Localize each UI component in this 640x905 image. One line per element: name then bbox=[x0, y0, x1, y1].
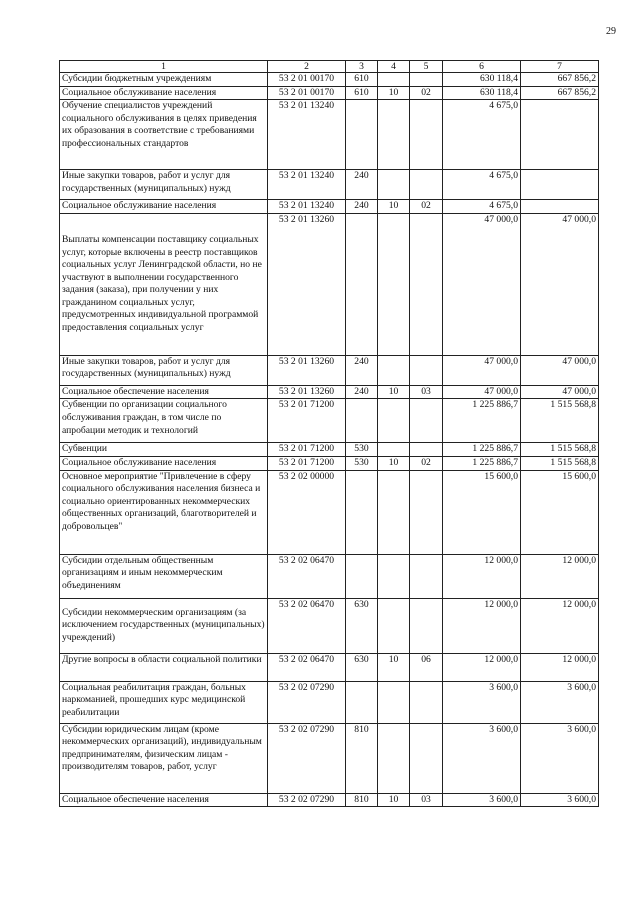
row-amount-col7 bbox=[521, 200, 599, 214]
row-expense-type: 240 bbox=[346, 385, 378, 399]
row-name: Социальное обслуживание населения bbox=[60, 86, 268, 100]
row-section bbox=[378, 355, 410, 385]
table-row bbox=[60, 598, 599, 653]
row-amount-col7: 1 515 568,8 bbox=[521, 456, 599, 470]
row-expense-type: 810 bbox=[346, 723, 378, 793]
row-subsection bbox=[410, 355, 443, 385]
row-amount-col6: 3 600,0 bbox=[443, 681, 521, 723]
row-amount-col6: 630 118,4 bbox=[443, 86, 521, 100]
row-amount-col6: 4 675,0 bbox=[443, 170, 521, 200]
row-amount-col6: 3 600,0 bbox=[443, 793, 521, 807]
table-row bbox=[60, 100, 599, 170]
row-amount-col6: 47 000,0 bbox=[443, 385, 521, 399]
row-section bbox=[378, 170, 410, 200]
header-col-3: 3 bbox=[346, 61, 378, 73]
row-expense-type bbox=[346, 554, 378, 598]
row-name: Субсидии юридическим лицам (кроме некоммерческих организаций), индивидуальным предпринимателям, физическим лицам - производителям товаров, работ, услуг bbox=[60, 723, 268, 793]
table-row bbox=[60, 554, 599, 598]
row-code: 53 2 02 07290 bbox=[268, 681, 346, 723]
row-code: 53 2 02 06470 bbox=[268, 598, 346, 653]
table-row bbox=[60, 793, 599, 807]
row-code: 53 2 02 00000 bbox=[268, 470, 346, 554]
row-expense-type: 610 bbox=[346, 86, 378, 100]
row-amount-col6: 47 000,0 bbox=[443, 355, 521, 385]
table-row bbox=[60, 200, 599, 214]
row-name: Социальная реабилитация граждан, больных наркоманией, прошедших курс медицинской реабилитации bbox=[60, 681, 268, 723]
row-name: Субвенции по организации социального обслуживания граждан, в том числе по апробации методик и технологий bbox=[60, 399, 268, 443]
row-name: Обучение специалистов учреждений социального обслуживания в целях приведения их образования в соответствие с требованиями профессиональных стандартов bbox=[60, 100, 268, 170]
row-amount-col7: 47 000,0 bbox=[521, 355, 599, 385]
row-amount-col7: 12 000,0 bbox=[521, 598, 599, 653]
row-section: 10 bbox=[378, 793, 410, 807]
row-expense-type bbox=[346, 470, 378, 554]
row-amount-col7: 47 000,0 bbox=[521, 213, 599, 355]
row-name: Субсидии отдельным общественным организациям и иным некоммерческим объединениям bbox=[60, 554, 268, 598]
row-subsection: 06 bbox=[410, 653, 443, 681]
row-section bbox=[378, 554, 410, 598]
row-section: 10 bbox=[378, 653, 410, 681]
header-col-5: 5 bbox=[410, 61, 443, 73]
row-code: 53 2 01 71200 bbox=[268, 443, 346, 457]
row-amount-col7: 47 000,0 bbox=[521, 385, 599, 399]
row-amount-col7: 1 515 568,8 bbox=[521, 443, 599, 457]
table-row bbox=[60, 170, 599, 200]
row-section: 10 bbox=[378, 456, 410, 470]
table-row bbox=[60, 456, 599, 470]
table-row bbox=[60, 723, 599, 793]
header-col-4: 4 bbox=[378, 61, 410, 73]
header-col-6: 6 bbox=[443, 61, 521, 73]
row-subsection bbox=[410, 723, 443, 793]
row-expense-type: 240 bbox=[346, 355, 378, 385]
row-name: Социальное обслуживание населения bbox=[60, 200, 268, 214]
row-code: 53 2 01 00170 bbox=[268, 73, 346, 87]
row-code: 53 2 02 07290 bbox=[268, 793, 346, 807]
table-row bbox=[60, 86, 599, 100]
row-expense-type bbox=[346, 100, 378, 170]
row-amount-col6: 15 600,0 bbox=[443, 470, 521, 554]
row-code: 53 2 01 13260 bbox=[268, 385, 346, 399]
budget-table bbox=[59, 60, 599, 807]
row-subsection bbox=[410, 681, 443, 723]
row-amount-col6: 4 675,0 bbox=[443, 100, 521, 170]
row-expense-type: 530 bbox=[346, 456, 378, 470]
row-section bbox=[378, 213, 410, 355]
row-subsection bbox=[410, 170, 443, 200]
table-row bbox=[60, 681, 599, 723]
row-name: Иные закупки товаров, работ и услуг для государственных (муниципальных) нужд bbox=[60, 170, 268, 200]
row-amount-col7 bbox=[521, 170, 599, 200]
row-name: Субсидии бюджетным учреждениям bbox=[60, 73, 268, 87]
row-name: Социальное обеспечение населения bbox=[60, 793, 268, 807]
row-amount-col7: 1 515 568,8 bbox=[521, 399, 599, 443]
row-subsection: 03 bbox=[410, 385, 443, 399]
row-subsection bbox=[410, 399, 443, 443]
row-name: Социальное обеспечение населения bbox=[60, 385, 268, 399]
row-subsection bbox=[410, 554, 443, 598]
row-section: 10 bbox=[378, 86, 410, 100]
row-section: 10 bbox=[378, 385, 410, 399]
row-code: 53 2 01 00170 bbox=[268, 86, 346, 100]
row-section bbox=[378, 598, 410, 653]
row-expense-type: 240 bbox=[346, 200, 378, 214]
row-name: Другие вопросы в области социальной политики bbox=[60, 653, 268, 681]
row-code: 53 2 02 06470 bbox=[268, 653, 346, 681]
row-code: 53 2 01 71200 bbox=[268, 456, 346, 470]
row-expense-type bbox=[346, 681, 378, 723]
row-section bbox=[378, 100, 410, 170]
row-code: 53 2 01 13260 bbox=[268, 355, 346, 385]
row-name: Субвенции bbox=[60, 443, 268, 457]
row-subsection bbox=[410, 73, 443, 87]
row-code: 53 2 02 07290 bbox=[268, 723, 346, 793]
row-amount-col7: 667 856,2 bbox=[521, 86, 599, 100]
header-row bbox=[60, 61, 599, 73]
row-subsection bbox=[410, 213, 443, 355]
header-col-1: 1 bbox=[60, 61, 268, 73]
row-subsection: 03 bbox=[410, 793, 443, 807]
row-amount-col6: 1 225 886,7 bbox=[443, 456, 521, 470]
row-section: 10 bbox=[378, 200, 410, 214]
row-amount-col7: 3 600,0 bbox=[521, 681, 599, 723]
header-col-2: 2 bbox=[268, 61, 346, 73]
row-code: 53 2 01 13240 bbox=[268, 100, 346, 170]
row-amount-col7 bbox=[521, 100, 599, 170]
row-section bbox=[378, 470, 410, 554]
row-subsection: 02 bbox=[410, 456, 443, 470]
row-amount-col7: 12 000,0 bbox=[521, 653, 599, 681]
row-amount-col7: 15 600,0 bbox=[521, 470, 599, 554]
row-amount-col6: 630 118,4 bbox=[443, 73, 521, 87]
row-amount-col6: 47 000,0 bbox=[443, 213, 521, 355]
row-amount-col6: 1 225 886,7 bbox=[443, 443, 521, 457]
row-amount-col6: 1 225 886,7 bbox=[443, 399, 521, 443]
row-amount-col7: 667 856,2 bbox=[521, 73, 599, 87]
row-subsection: 02 bbox=[410, 86, 443, 100]
row-amount-col6: 12 000,0 bbox=[443, 598, 521, 653]
row-expense-type bbox=[346, 399, 378, 443]
row-amount-col6: 12 000,0 bbox=[443, 554, 521, 598]
row-section bbox=[378, 723, 410, 793]
table-row bbox=[60, 355, 599, 385]
page-number: 29 bbox=[606, 26, 616, 37]
row-subsection: 02 bbox=[410, 200, 443, 214]
row-section bbox=[378, 681, 410, 723]
row-expense-type: 810 bbox=[346, 793, 378, 807]
row-name: Социальное обслуживание населения bbox=[60, 456, 268, 470]
table-row bbox=[60, 213, 599, 355]
row-expense-type: 630 bbox=[346, 653, 378, 681]
row-amount-col6: 4 675,0 bbox=[443, 200, 521, 214]
row-name: Основное мероприятие "Привлечение в сферу социального обслуживания населения бизнеса и социально ориентированных некоммерческих общественных организаций, благотворителей и добровольцев" bbox=[60, 470, 268, 554]
row-name: Иные закупки товаров, работ и услуг для государственных (муниципальных) нужд bbox=[60, 355, 268, 385]
table-row bbox=[60, 443, 599, 457]
row-amount-col7: 3 600,0 bbox=[521, 793, 599, 807]
row-expense-type: 630 bbox=[346, 598, 378, 653]
row-section bbox=[378, 399, 410, 443]
row-code: 53 2 01 71200 bbox=[268, 399, 346, 443]
row-expense-type: 240 bbox=[346, 170, 378, 200]
row-amount-col6: 3 600,0 bbox=[443, 723, 521, 793]
row-expense-type: 610 bbox=[346, 73, 378, 87]
row-code: 53 2 01 13240 bbox=[268, 200, 346, 214]
table-row bbox=[60, 399, 599, 443]
row-subsection bbox=[410, 443, 443, 457]
row-amount-col7: 12 000,0 bbox=[521, 554, 599, 598]
row-amount-col7: 3 600,0 bbox=[521, 723, 599, 793]
row-amount-col6: 12 000,0 bbox=[443, 653, 521, 681]
row-name: Субсидии некоммерческим организациям (за исключением государственных (муниципальных) учреждений) bbox=[60, 598, 268, 653]
row-code: 53 2 01 13240 bbox=[268, 170, 346, 200]
row-section bbox=[378, 73, 410, 87]
row-code: 53 2 01 13260 bbox=[268, 213, 346, 355]
row-section bbox=[378, 443, 410, 457]
table-row bbox=[60, 653, 599, 681]
row-subsection bbox=[410, 470, 443, 554]
row-code: 53 2 02 06470 bbox=[268, 554, 346, 598]
table-row bbox=[60, 470, 599, 554]
table-row bbox=[60, 385, 599, 399]
row-subsection bbox=[410, 100, 443, 170]
row-expense-type: 530 bbox=[346, 443, 378, 457]
row-name: Выплаты компенсации поставщику социальных услуг, которые включены в реестр поставщиков социальных услуг Ленинградской области, но не участвуют в выполнении государственного задания (заказа), при получении у них гражданином социальных услуг, предусмотренных индивидуальной программой предоставления социальных услуг bbox=[60, 213, 268, 355]
row-expense-type bbox=[346, 213, 378, 355]
row-subsection bbox=[410, 598, 443, 653]
table-row bbox=[60, 73, 599, 87]
header-col-7: 7 bbox=[521, 61, 599, 73]
